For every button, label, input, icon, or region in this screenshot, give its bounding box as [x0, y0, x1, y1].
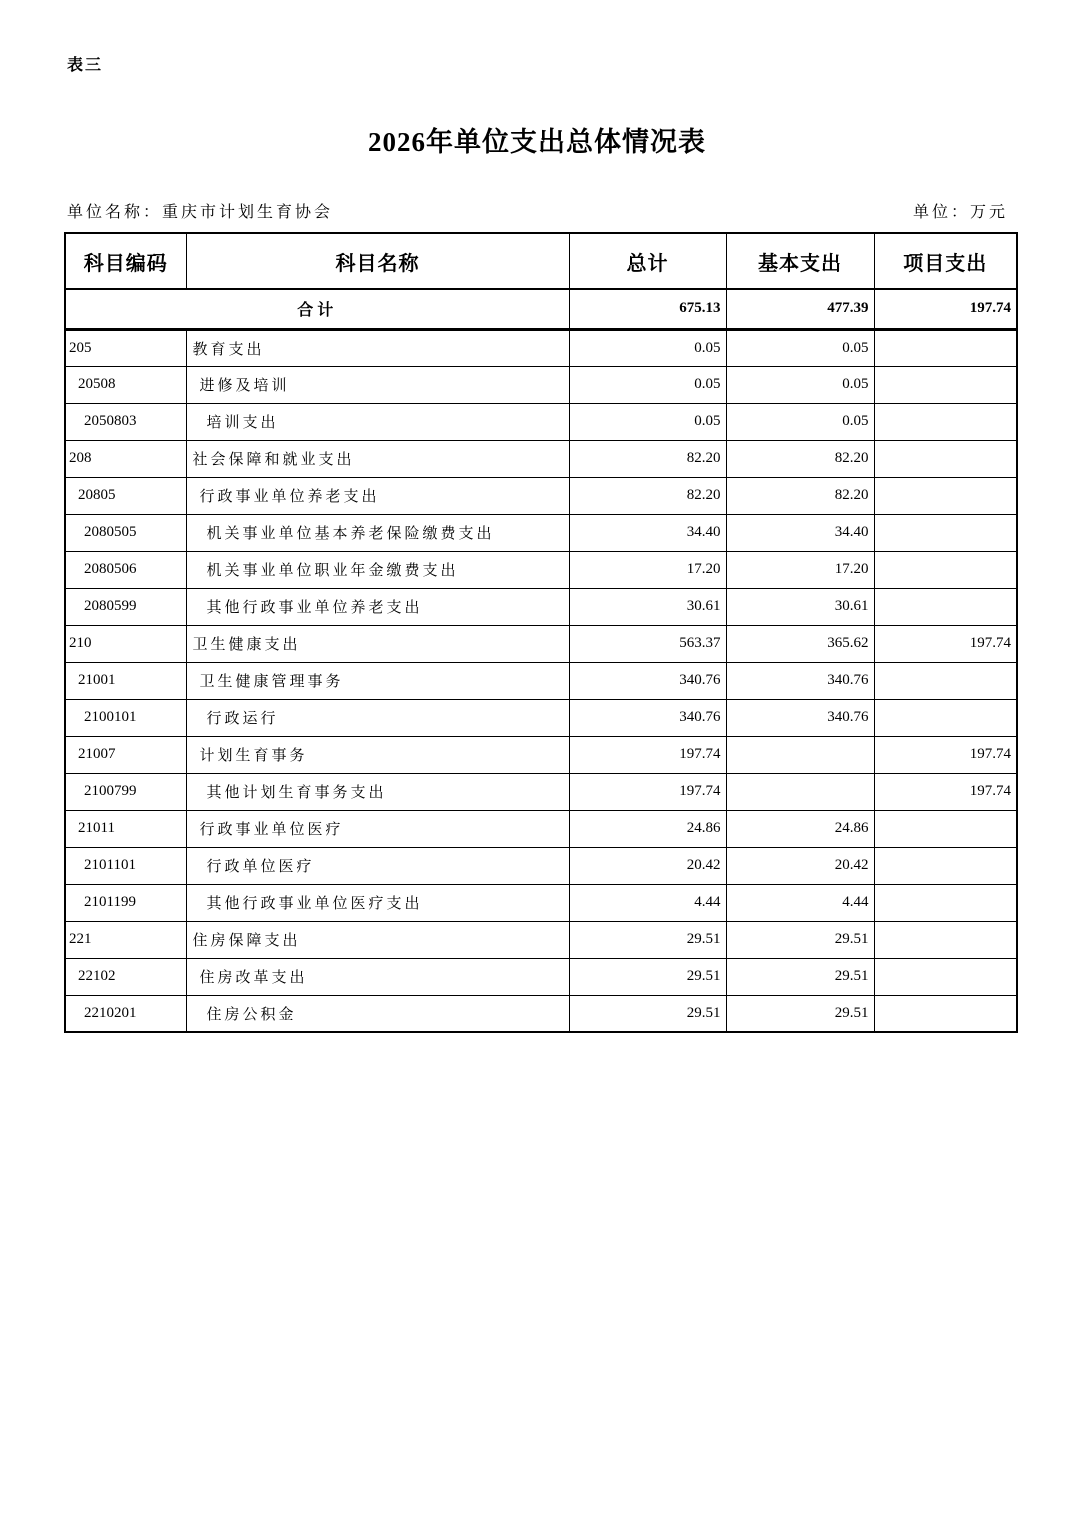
total-cell: 340.76	[569, 699, 726, 736]
total-cell: 82.20	[569, 440, 726, 477]
total-cell: 29.51	[569, 995, 726, 1032]
subject-code-cell: 2210201	[65, 995, 186, 1032]
header-row	[65, 233, 1017, 289]
total-cell: 29.51	[569, 921, 726, 958]
basic-expenditure-cell: 20.42	[726, 847, 874, 884]
expenditure-table	[64, 232, 1018, 1033]
header-subject-name: 科目名称	[186, 233, 569, 289]
project-expenditure-cell	[874, 514, 1017, 551]
total-row-project: 197.74	[874, 289, 1017, 329]
table-row	[65, 921, 1017, 958]
basic-expenditure-cell: 82.20	[726, 440, 874, 477]
project-expenditure-cell	[874, 366, 1017, 403]
basic-expenditure-cell: 340.76	[726, 699, 874, 736]
project-expenditure-cell	[874, 921, 1017, 958]
total-cell: 30.61	[569, 588, 726, 625]
basic-expenditure-cell: 34.40	[726, 514, 874, 551]
total-cell: 0.05	[569, 366, 726, 403]
subject-name-cell: 卫生健康管理事务	[186, 662, 569, 699]
header-total: 总计	[569, 233, 726, 289]
subject-code-cell: 2101101	[65, 847, 186, 884]
project-expenditure-cell	[874, 440, 1017, 477]
table-row	[65, 995, 1017, 1032]
subject-code-cell: 21007	[65, 736, 186, 773]
total-row-total: 675.13	[569, 289, 726, 329]
project-expenditure-cell	[874, 699, 1017, 736]
table-row	[65, 514, 1017, 551]
basic-expenditure-cell: 29.51	[726, 921, 874, 958]
subject-code-cell: 2050803	[65, 403, 186, 440]
subject-name-cell: 社会保障和就业支出	[186, 440, 569, 477]
header-subject-code: 科目编码	[65, 233, 186, 289]
project-expenditure-cell: 197.74	[874, 736, 1017, 773]
subject-code-cell: 2100799	[65, 773, 186, 810]
unit-value: 万元	[969, 204, 1008, 221]
table-row	[65, 588, 1017, 625]
table-row	[65, 551, 1017, 588]
page-title: 2026年单位支出总体情况表	[368, 127, 706, 157]
subject-name-cell: 进修及培训	[186, 366, 569, 403]
subject-code-cell: 2101199	[65, 884, 186, 921]
project-expenditure-cell: 197.74	[874, 773, 1017, 810]
basic-expenditure-cell	[726, 736, 874, 773]
subject-code-cell: 205	[65, 329, 186, 366]
table-row	[65, 662, 1017, 699]
header-project-expenditure: 项目支出	[874, 233, 1017, 289]
table-row	[65, 958, 1017, 995]
project-expenditure-cell	[874, 551, 1017, 588]
subject-code-cell: 2080506	[65, 551, 186, 588]
basic-expenditure-cell: 30.61	[726, 588, 874, 625]
table-row	[65, 810, 1017, 847]
total-cell: 29.51	[569, 958, 726, 995]
project-expenditure-cell	[874, 329, 1017, 366]
unit-label: 单位：	[912, 204, 970, 221]
basic-expenditure-cell: 0.05	[726, 366, 874, 403]
table-row	[65, 736, 1017, 773]
subject-name-cell: 行政事业单位医疗	[186, 810, 569, 847]
project-expenditure-cell	[874, 662, 1017, 699]
total-cell: 34.40	[569, 514, 726, 551]
subject-name-cell: 机关事业单位职业年金缴费支出	[186, 551, 569, 588]
total-cell: 20.42	[569, 847, 726, 884]
project-expenditure-cell	[874, 884, 1017, 921]
subject-name-cell: 住房改革支出	[186, 958, 569, 995]
total-cell: 340.76	[569, 662, 726, 699]
project-expenditure-cell: 197.74	[874, 625, 1017, 662]
total-cell: 0.05	[569, 329, 726, 366]
meta-row	[67, 199, 1008, 222]
table-row	[65, 625, 1017, 662]
subject-name-cell: 机关事业单位基本养老保险缴费支出	[186, 514, 569, 551]
subject-name-cell: 其他计划生育事务支出	[186, 773, 569, 810]
project-expenditure-cell	[874, 403, 1017, 440]
total-cell: 24.86	[569, 810, 726, 847]
unit-of-measure-line	[913, 199, 1008, 222]
basic-expenditure-cell: 24.86	[726, 810, 874, 847]
subject-name-cell: 其他行政事业单位医疗支出	[186, 884, 569, 921]
basic-expenditure-cell: 365.62	[726, 625, 874, 662]
basic-expenditure-cell: 17.20	[726, 551, 874, 588]
subject-name-cell: 住房保障支出	[186, 921, 569, 958]
basic-expenditure-cell	[726, 773, 874, 810]
project-expenditure-cell	[874, 995, 1017, 1032]
subject-name-cell: 教育支出	[186, 329, 569, 366]
unit-name-value: 重庆市计划生育协会	[162, 204, 334, 221]
total-row-basic: 477.39	[726, 289, 874, 329]
total-cell: 197.74	[569, 773, 726, 810]
subject-code-cell: 20508	[65, 366, 186, 403]
table-body	[65, 289, 1017, 1032]
unit-name-label: 单位名称：	[67, 204, 163, 221]
basic-expenditure-cell: 0.05	[726, 403, 874, 440]
table-number-label: 表三	[67, 57, 104, 74]
subject-name-cell: 住房公积金	[186, 995, 569, 1032]
total-cell: 4.44	[569, 884, 726, 921]
table-row	[65, 403, 1017, 440]
table-row	[65, 699, 1017, 736]
subject-name-cell: 行政单位医疗	[186, 847, 569, 884]
header-basic-expenditure: 基本支出	[726, 233, 874, 289]
basic-expenditure-cell: 340.76	[726, 662, 874, 699]
subject-name-cell: 其他行政事业单位养老支出	[186, 588, 569, 625]
subject-code-cell: 208	[65, 440, 186, 477]
project-expenditure-cell	[874, 477, 1017, 514]
total-row	[65, 289, 1017, 329]
table-row	[65, 884, 1017, 921]
total-cell: 563.37	[569, 625, 726, 662]
unit-name-line	[67, 199, 333, 222]
subject-code-cell: 210	[65, 625, 186, 662]
project-expenditure-cell	[874, 810, 1017, 847]
subject-name-cell: 计划生育事务	[186, 736, 569, 773]
basic-expenditure-cell: 82.20	[726, 477, 874, 514]
subject-code-cell: 22102	[65, 958, 186, 995]
subject-name-cell: 卫生健康支出	[186, 625, 569, 662]
subject-code-cell: 221	[65, 921, 186, 958]
project-expenditure-cell	[874, 847, 1017, 884]
total-cell: 0.05	[569, 403, 726, 440]
total-cell: 82.20	[569, 477, 726, 514]
subject-code-cell: 2080599	[65, 588, 186, 625]
table-row	[65, 477, 1017, 514]
table-row	[65, 847, 1017, 884]
subject-name-cell: 行政运行	[186, 699, 569, 736]
subject-name-cell: 行政事业单位养老支出	[186, 477, 569, 514]
subject-code-cell: 2100101	[65, 699, 186, 736]
basic-expenditure-cell: 29.51	[726, 995, 874, 1032]
total-cell: 17.20	[569, 551, 726, 588]
project-expenditure-cell	[874, 958, 1017, 995]
subject-code-cell: 21011	[65, 810, 186, 847]
subject-code-cell: 20805	[65, 477, 186, 514]
total-cell: 197.74	[569, 736, 726, 773]
basic-expenditure-cell: 29.51	[726, 958, 874, 995]
table-header	[65, 233, 1017, 289]
table-row	[65, 440, 1017, 477]
total-row-label: 合计	[65, 289, 569, 329]
table-row	[65, 366, 1017, 403]
table-row	[65, 329, 1017, 366]
subject-code-cell: 21001	[65, 662, 186, 699]
project-expenditure-cell	[874, 588, 1017, 625]
table-row	[65, 773, 1017, 810]
subject-name-cell: 培训支出	[186, 403, 569, 440]
subject-code-cell: 2080505	[65, 514, 186, 551]
basic-expenditure-cell: 4.44	[726, 884, 874, 921]
basic-expenditure-cell: 0.05	[726, 329, 874, 366]
